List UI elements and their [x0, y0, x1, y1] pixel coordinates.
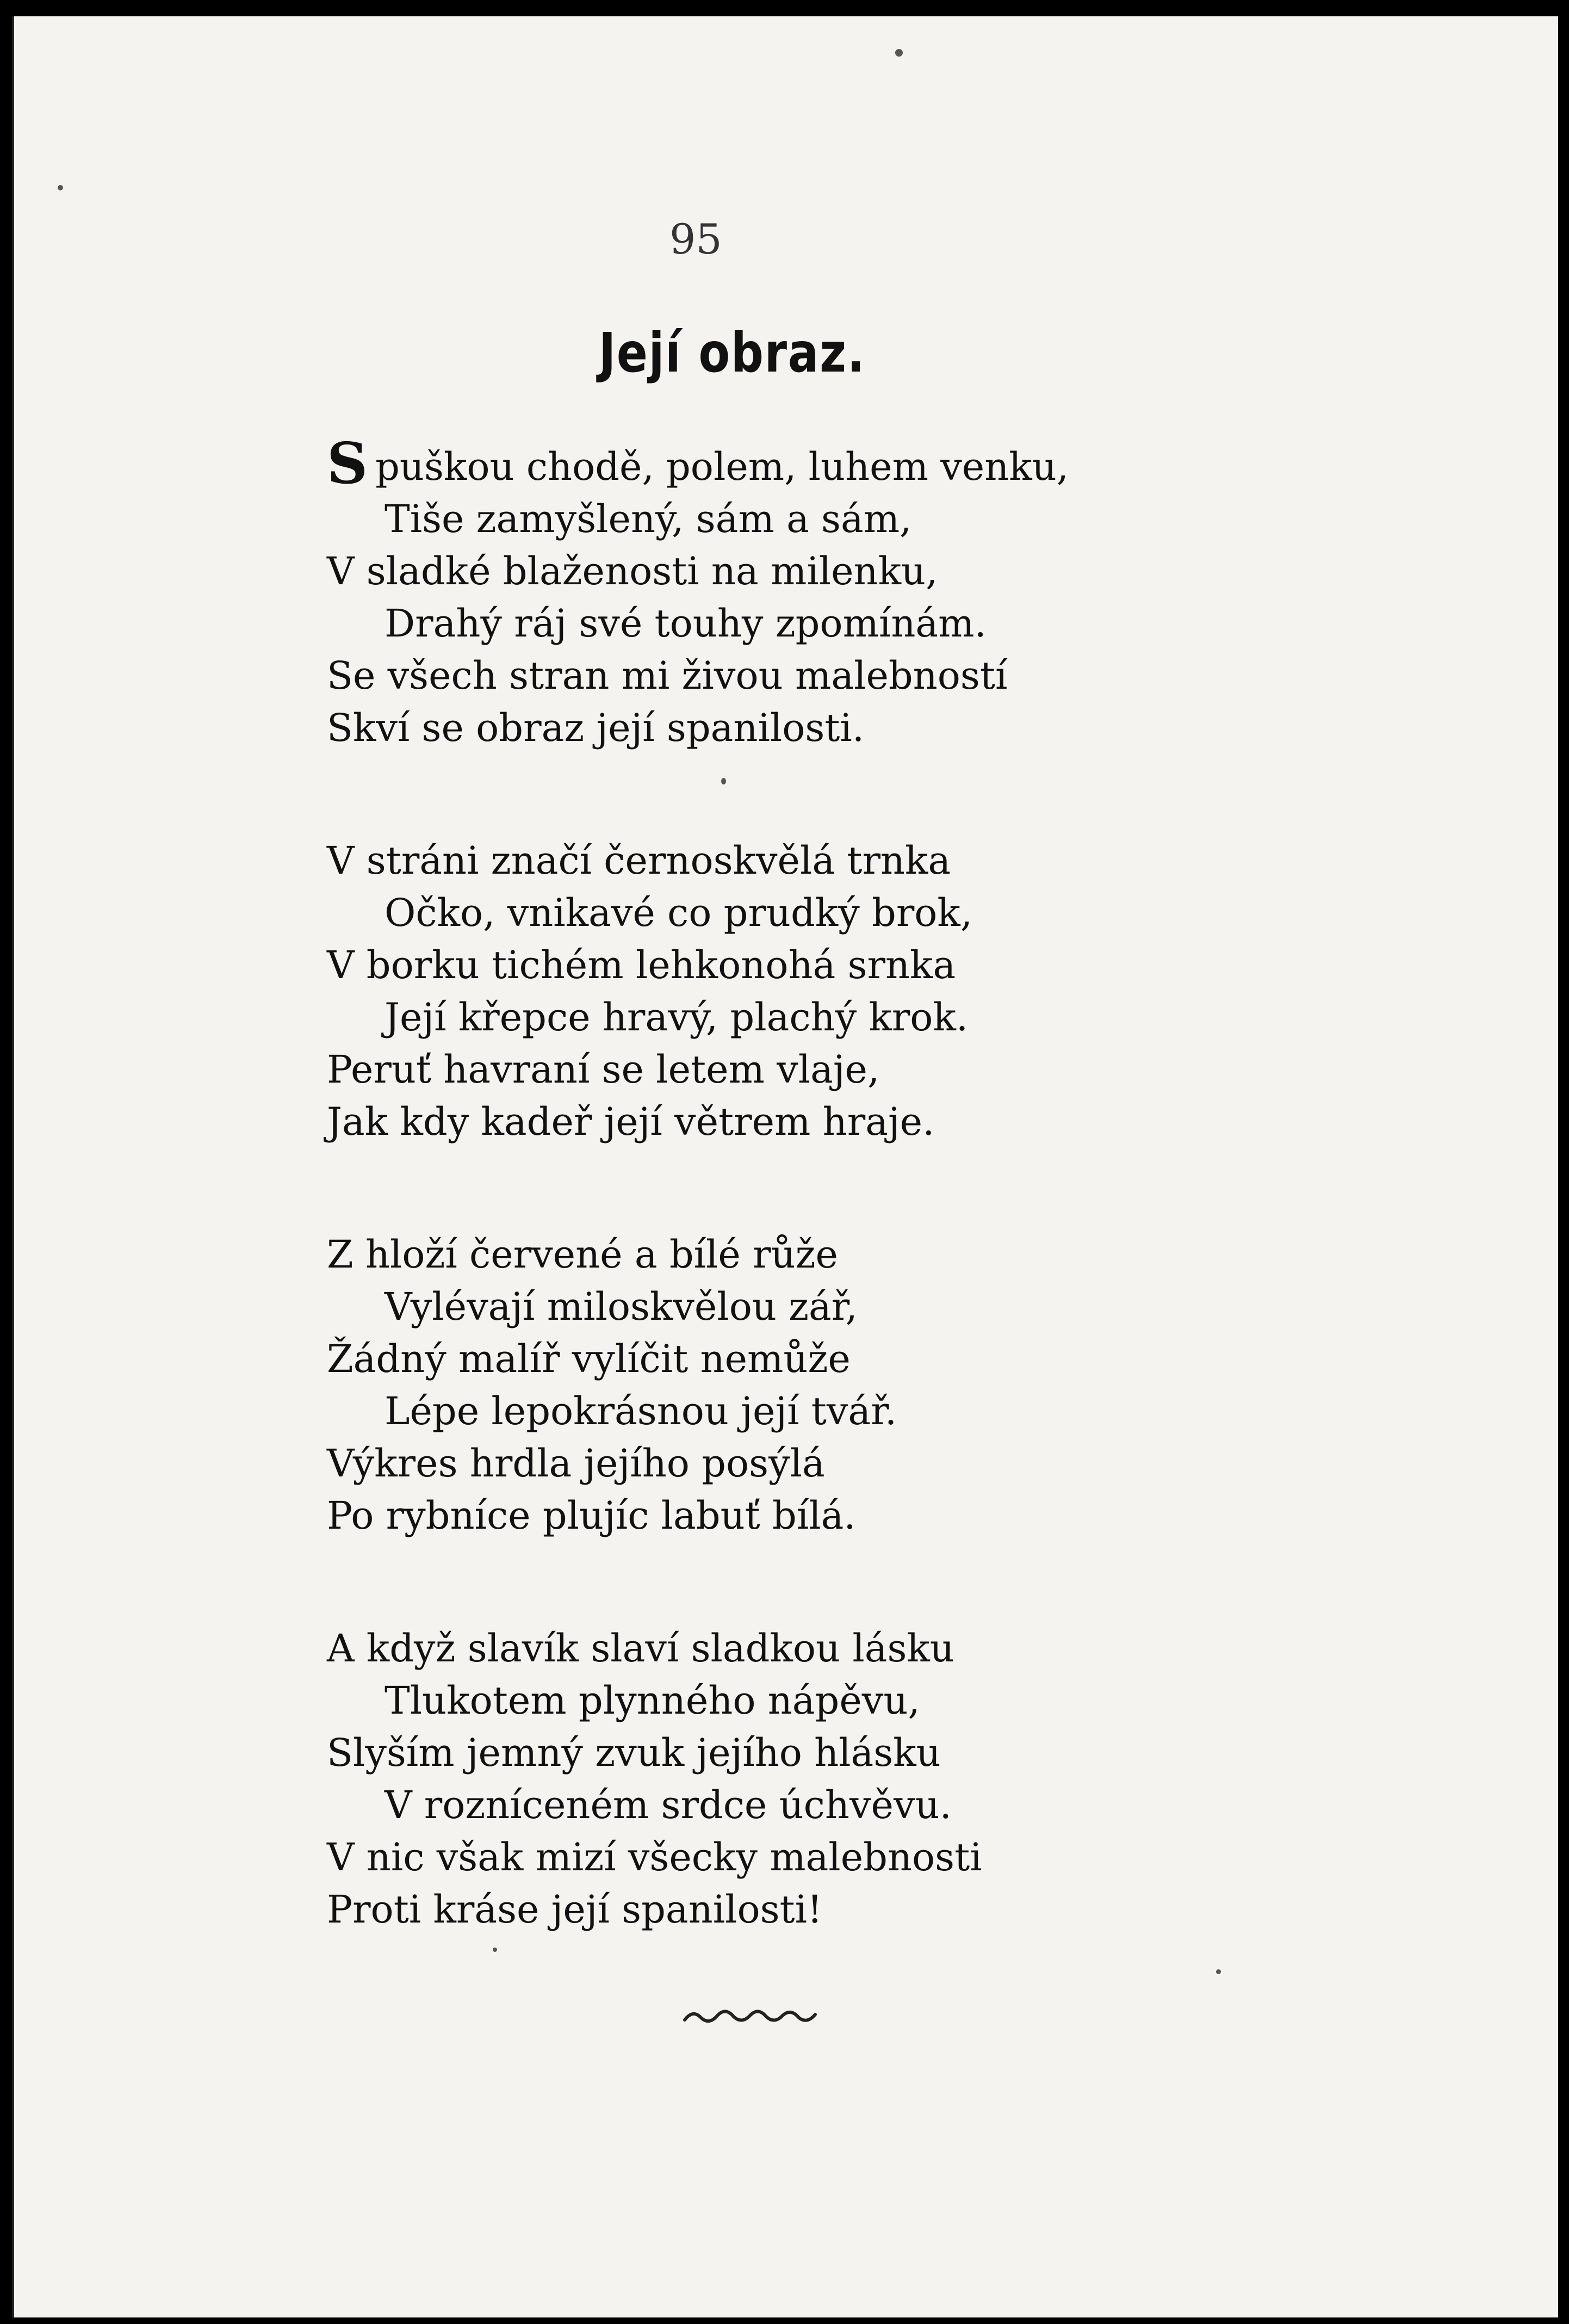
poem-line: Z hloží červené a bílé růže: [327, 1232, 838, 1277]
poem-line: Peruť havraní se letem vlaje,: [327, 1047, 880, 1092]
poem-line: Očko, vnikavé co prudký brok,: [385, 891, 973, 935]
page-number: 95: [669, 215, 722, 263]
poem-body: [327, 430, 1069, 2016]
drop-cap: S: [327, 430, 368, 497]
stanza: [327, 835, 1069, 1148]
poem-line: [327, 430, 1069, 497]
end-ornament-icon: [682, 2005, 818, 2026]
paper-speck: [58, 185, 63, 190]
poem-line: Výkres hrdla jejího posýlá: [327, 1441, 825, 1486]
stanza: [327, 1228, 1069, 1542]
stanza: [327, 430, 1069, 754]
poem-line: Tlukotem plynného nápěvu,: [385, 1678, 920, 1723]
paper-speck: [493, 1948, 497, 1952]
poem-title: Její obraz.: [599, 321, 866, 385]
poem-line: Proti kráse její spanilosti!: [327, 1887, 823, 1932]
poem-line: V sladké blaženosti na milenku,: [327, 549, 938, 594]
poem-line: Její křepce hravý, plachý krok.: [385, 995, 969, 1040]
poem-line: A když slavík slaví sladkou lásku: [327, 1626, 954, 1671]
poem-line: Jak kdy kadeř její větrem hraje.: [327, 1099, 935, 1144]
poem-line: Lépe lepokrásnou její tvář.: [385, 1389, 897, 1433]
poem-line: V stráni značí černoskvělá trnka: [327, 838, 951, 883]
paper-speck: [1216, 1969, 1221, 1974]
paper-speck: [721, 778, 726, 784]
poem-line: V nic však mizí všecky malebnosti: [327, 1835, 982, 1880]
poem-line: Vylévají miloskvělou zář,: [385, 1284, 858, 1329]
poem-line: V rozníceném srdce úchvěvu.: [385, 1783, 952, 1827]
poem-line: Po rybníce plujíc labuť bílá.: [327, 1493, 856, 1538]
poem-line: Žádný malíř vylíčit nemůže: [327, 1337, 851, 1381]
stanza: [327, 1622, 1069, 1936]
poem-line: V borku tichém lehkonohá srnka: [327, 943, 956, 987]
poem-line: Drahý ráj své touhy zpomínám.: [385, 601, 987, 646]
line-text: puškou chodě, polem, luhem venku,: [375, 444, 1069, 489]
paper-speck: [895, 49, 903, 57]
poem-line: Se všech stran mi živou malebností: [327, 653, 1008, 698]
book-page: [12, 16, 1558, 2317]
poem-line: Slyším jemný zvuk jejího hlásku: [327, 1730, 941, 1775]
poem-line: Skví se obraz její spanilosti.: [327, 706, 865, 750]
poem-line: Tiše zamyšlený, sám a sám,: [385, 497, 912, 541]
